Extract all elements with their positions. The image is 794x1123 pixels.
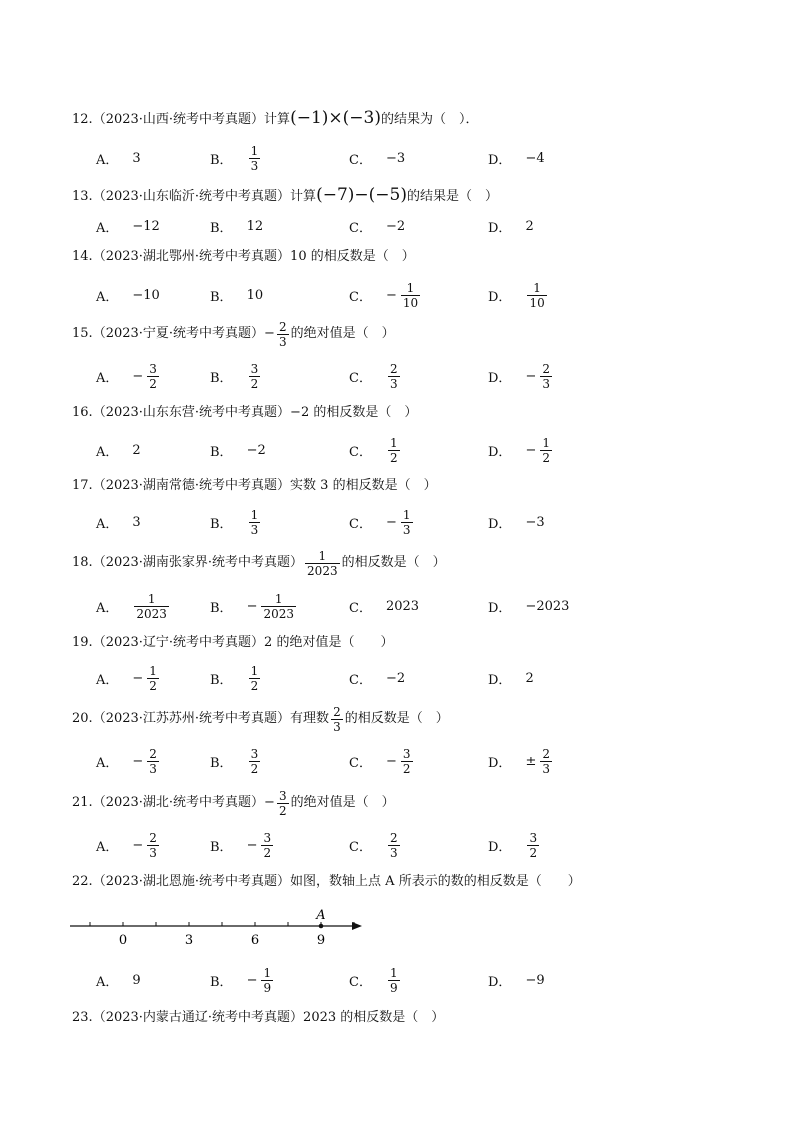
- option-sign: −: [132, 368, 144, 384]
- axis-tick-label: 3: [184, 933, 194, 948]
- fraction-denominator: 2023: [307, 563, 338, 578]
- question-number: 14.: [72, 249, 93, 264]
- option-letter: B．: [210, 516, 233, 532]
- question-16: [72, 403, 417, 423]
- option-sign: −: [525, 442, 537, 458]
- option-sign: −: [246, 972, 258, 988]
- fraction-denominator: 2: [402, 761, 411, 776]
- fraction-numerator: 1: [250, 143, 259, 158]
- option-value: 3: [132, 150, 141, 166]
- question-21: [72, 786, 395, 820]
- fraction-numerator: 1: [149, 663, 157, 678]
- option-value: 10: [246, 287, 264, 303]
- options-row: [96, 963, 736, 997]
- question-source: （2023·山东临沂·统考中考真题）: [92, 189, 291, 204]
- fraction-denominator: 3: [149, 845, 157, 860]
- fraction-denominator: 2: [250, 376, 259, 391]
- number-line-svg: [70, 906, 370, 952]
- question-number: 20.: [72, 711, 93, 726]
- question-13: [72, 185, 498, 207]
- options-row: [96, 278, 736, 312]
- question-15: [72, 317, 395, 351]
- option-d: [488, 661, 534, 695]
- option-b: [210, 433, 266, 467]
- option-value: −3: [385, 150, 406, 166]
- option-c: [349, 589, 419, 623]
- question-source: （2023·湖北鄂州·统考中考真题）: [92, 249, 291, 264]
- fraction-numerator: 3: [529, 830, 538, 845]
- question-source: （2023·内蒙古通辽·统考中考真题）: [92, 1010, 304, 1025]
- options-row: [96, 744, 736, 778]
- fraction: [540, 436, 552, 465]
- option-b: [210, 141, 262, 175]
- question-text: 2023 的相反数是（ ）: [303, 1010, 445, 1025]
- fraction-denominator: 3: [542, 761, 550, 776]
- option-value: −10: [132, 287, 160, 303]
- option-c: [349, 278, 422, 312]
- option-value: −9: [525, 972, 545, 988]
- fraction-denominator: 9: [389, 980, 398, 995]
- option-value: −2: [385, 218, 406, 234]
- option-c: [349, 209, 405, 243]
- option-d: [488, 828, 541, 862]
- option-letter: B．: [210, 289, 233, 305]
- option-b: [210, 963, 275, 997]
- fraction-numerator: 1: [402, 507, 411, 522]
- fraction-numerator: 2: [542, 361, 550, 376]
- fraction: [147, 831, 159, 860]
- options-row: [96, 359, 736, 393]
- question-18: [72, 546, 446, 580]
- option-value: −2: [385, 670, 406, 686]
- option-letter: A．: [96, 672, 119, 688]
- fraction: [305, 549, 340, 578]
- option-sign: −: [525, 368, 537, 384]
- question-source: （2023·辽宁·统考中考真题）: [92, 635, 265, 650]
- fraction-numerator: 1: [389, 435, 398, 450]
- fraction: [249, 664, 261, 693]
- option-letter: C．: [349, 672, 372, 688]
- question-23: [72, 1008, 444, 1028]
- fraction: [277, 320, 289, 349]
- option-letter: A．: [96, 839, 119, 855]
- fraction: [261, 966, 273, 995]
- option-d: [488, 589, 569, 623]
- question-text: 2 的绝对值是（ ）: [264, 635, 394, 650]
- option-value: 2: [525, 670, 534, 686]
- option-letter: C．: [349, 220, 372, 236]
- option-letter: C．: [349, 516, 372, 532]
- option-d: [488, 278, 549, 312]
- option-a: [96, 359, 161, 393]
- option-letter: C．: [349, 289, 372, 305]
- fraction: [261, 831, 273, 860]
- option-letter: B．: [210, 220, 233, 236]
- fraction-numerator: 3: [278, 788, 287, 803]
- question-text-end: 的相反数是（ ）: [341, 555, 446, 570]
- question-22: [72, 872, 581, 892]
- fraction-denominator: 2: [542, 450, 550, 465]
- question-text-end: 的相反数是（ ）: [344, 711, 449, 726]
- fraction: [277, 789, 289, 818]
- question-source: （2023·山西·统考中考真题）: [92, 112, 265, 127]
- fraction: [401, 747, 413, 776]
- fraction: [261, 592, 296, 621]
- question-12: [72, 108, 478, 130]
- fraction-numerator: 2: [278, 319, 287, 334]
- options-row: [96, 828, 736, 862]
- question-number: 16.: [72, 405, 93, 420]
- option-d: [488, 744, 554, 778]
- option-value: 9: [132, 972, 141, 988]
- option-d: [488, 141, 545, 175]
- fraction-numerator: 1: [274, 591, 283, 606]
- option-letter: A．: [96, 152, 119, 168]
- fraction: [527, 281, 546, 310]
- fraction-denominator: 3: [389, 376, 398, 391]
- option-a: [96, 589, 171, 623]
- question-text: 计算: [264, 112, 291, 127]
- options-row: [96, 505, 736, 539]
- option-c: [349, 963, 402, 997]
- question-source: （2023·江苏苏州·统考中考真题）: [92, 711, 291, 726]
- option-letter: A．: [96, 755, 119, 771]
- option-sign: −: [132, 753, 144, 769]
- question-14: [72, 247, 415, 267]
- option-a: [96, 278, 160, 312]
- fraction-numerator: 1: [318, 548, 327, 563]
- fraction-denominator: 2023: [136, 606, 167, 621]
- option-letter: C．: [349, 370, 372, 386]
- fraction-denominator: 3: [402, 522, 411, 537]
- fraction-numerator: 1: [263, 965, 272, 980]
- option-sign: ±: [525, 753, 537, 769]
- fraction: [249, 362, 261, 391]
- option-letter: A．: [96, 600, 119, 616]
- fraction-denominator: 10: [529, 295, 545, 310]
- question-number: 19.: [72, 635, 93, 650]
- option-sign: −: [385, 753, 397, 769]
- option-c: [349, 744, 415, 778]
- option-letter: A．: [96, 289, 119, 305]
- fraction: [147, 747, 159, 776]
- fraction: [388, 362, 400, 391]
- fraction: [147, 362, 159, 391]
- option-letter: D．: [488, 974, 512, 990]
- option-sign: −: [385, 287, 397, 303]
- question-number: 13.: [72, 189, 93, 204]
- fraction-denominator: 3: [149, 761, 157, 776]
- fraction: [401, 281, 420, 310]
- fraction: [540, 362, 552, 391]
- option-letter: D．: [488, 672, 512, 688]
- option-d: [488, 433, 554, 467]
- fraction-denominator: 3: [333, 719, 341, 734]
- option-value: 2: [525, 218, 534, 234]
- option-a: [96, 141, 141, 175]
- option-letter: D．: [488, 289, 512, 305]
- fraction-numerator: 1: [542, 435, 550, 450]
- fraction-denominator: 2023: [263, 606, 295, 621]
- fraction-denominator: 3: [250, 158, 259, 173]
- fraction-numerator: 2: [333, 704, 341, 719]
- option-b: [210, 661, 262, 695]
- option-c: [349, 141, 405, 175]
- fraction-denominator: 2: [149, 376, 157, 391]
- option-letter: D．: [488, 152, 512, 168]
- option-value: −12: [132, 218, 160, 234]
- fraction-numerator: 3: [250, 361, 259, 376]
- option-letter: D．: [488, 444, 512, 460]
- option-letter: B．: [210, 839, 233, 855]
- option-sign: −: [132, 670, 144, 686]
- fraction: [540, 747, 552, 776]
- fraction-denominator: 2: [278, 803, 287, 818]
- option-c: [349, 661, 405, 695]
- axis-tick-label: 9: [316, 933, 326, 948]
- fraction-numerator: 1: [147, 591, 156, 606]
- option-d: [488, 359, 554, 393]
- fraction-denominator: 2: [250, 761, 259, 776]
- question-text: −: [264, 795, 275, 810]
- question-source: （2023·湖北恩施·统考中考真题）: [92, 874, 291, 889]
- fraction-denominator: 10: [402, 295, 419, 310]
- question-text: 实数 3 的相反数是（ ）: [290, 478, 437, 493]
- fraction-numerator: 1: [250, 507, 259, 522]
- axis-tick-label: 0: [118, 933, 128, 948]
- options-row: [96, 209, 736, 243]
- option-a: [96, 505, 141, 539]
- fraction-denominator: 2: [529, 845, 538, 860]
- fraction: [527, 831, 539, 860]
- fraction-numerator: 1: [389, 965, 398, 980]
- option-d: [488, 209, 534, 243]
- fraction-numerator: 2: [389, 361, 398, 376]
- fraction-numerator: 2: [542, 746, 550, 761]
- question-number: 23.: [72, 1010, 93, 1025]
- option-b: [210, 589, 298, 623]
- option-b: [210, 278, 263, 312]
- question-text-end: 的绝对值是（ ）: [290, 326, 395, 341]
- fraction: [134, 592, 169, 621]
- options-row: [96, 661, 736, 695]
- fraction: [388, 436, 400, 465]
- question-number: 18.: [72, 555, 93, 570]
- option-a: [96, 828, 161, 862]
- question-text: 10 的相反数是（ ）: [290, 249, 415, 264]
- question-source: （2023·湖南张家界·统考中考真题）: [92, 555, 304, 570]
- option-letter: D．: [488, 600, 512, 616]
- option-letter: B．: [210, 152, 233, 168]
- option-a: [96, 661, 161, 695]
- option-sign: −: [385, 514, 397, 530]
- option-c: [349, 433, 402, 467]
- option-letter: A．: [96, 974, 119, 990]
- question-expression: (−1)×(−3): [290, 108, 381, 128]
- option-letter: D．: [488, 755, 512, 771]
- question-text: 如图，数轴上点 A 所表示的数的相反数是（ ）: [290, 874, 581, 889]
- option-letter: A．: [96, 444, 119, 460]
- question-text: 计算: [290, 189, 317, 204]
- question-text-end: 的结果为（ ）．: [380, 112, 479, 127]
- option-letter: A．: [96, 370, 119, 386]
- question-20: [72, 702, 449, 736]
- option-b: [210, 359, 262, 393]
- question-text-end: 的结果是（ ）: [406, 189, 498, 204]
- point-a-label: A: [316, 908, 326, 923]
- option-letter: D．: [488, 839, 512, 855]
- fraction-numerator: 1: [406, 280, 415, 295]
- fraction-numerator: 3: [149, 361, 157, 376]
- fraction-numerator: 3: [250, 746, 259, 761]
- option-letter: B．: [210, 370, 233, 386]
- option-value: 3: [132, 514, 141, 530]
- fraction-numerator: 3: [263, 830, 272, 845]
- fraction-numerator: 2: [149, 830, 157, 845]
- option-letter: C．: [349, 152, 372, 168]
- fraction: [388, 831, 400, 860]
- option-letter: A．: [96, 220, 119, 236]
- fraction-numerator: 1: [250, 663, 259, 678]
- point-a-dot: [319, 924, 324, 929]
- fraction: [331, 705, 343, 734]
- option-letter: C．: [349, 444, 372, 460]
- number-line-figure: [70, 906, 370, 956]
- option-letter: B．: [210, 600, 233, 616]
- option-value: 2: [132, 442, 141, 458]
- fraction-denominator: 2: [149, 678, 157, 693]
- option-b: [210, 828, 275, 862]
- fraction-numerator: 1: [533, 280, 541, 295]
- option-letter: C．: [349, 839, 372, 855]
- option-c: [349, 828, 402, 862]
- question-source: （2023·湖北·统考中考真题）: [92, 795, 265, 810]
- option-letter: C．: [349, 600, 372, 616]
- question-number: 17.: [72, 478, 93, 493]
- fraction-denominator: 2: [263, 845, 272, 860]
- question-number: 21.: [72, 795, 93, 810]
- option-letter: B．: [210, 444, 233, 460]
- fraction-denominator: 2: [250, 678, 259, 693]
- fraction-denominator: 3: [542, 376, 550, 391]
- fraction-numerator: 3: [402, 746, 411, 761]
- fraction: [249, 508, 261, 537]
- option-value: 12: [246, 218, 264, 234]
- option-letter: D．: [488, 220, 512, 236]
- fraction: [249, 747, 261, 776]
- fraction-denominator: 9: [263, 980, 272, 995]
- option-letter: D．: [488, 516, 512, 532]
- question-text-end: 的绝对值是（ ）: [290, 795, 395, 810]
- option-a: [96, 209, 160, 243]
- fraction: [147, 664, 159, 693]
- question-19: [72, 633, 393, 653]
- question-source: （2023·山东东营·统考中考真题）: [92, 405, 291, 420]
- question-text: 有理数: [290, 711, 330, 726]
- fraction-denominator: 3: [250, 522, 259, 537]
- option-letter: B．: [210, 755, 233, 771]
- option-letter: C．: [349, 755, 372, 771]
- option-letter: C．: [349, 974, 372, 990]
- question-number: 22.: [72, 874, 93, 889]
- option-a: [96, 963, 141, 997]
- fraction-numerator: 2: [149, 746, 157, 761]
- option-letter: A．: [96, 516, 119, 532]
- question-text: −: [264, 326, 275, 341]
- fraction-denominator: 2: [389, 450, 398, 465]
- question-source: （2023·湖南常德·统考中考真题）: [92, 478, 291, 493]
- option-a: [96, 433, 141, 467]
- option-c: [349, 505, 415, 539]
- question-text: −2 的相反数是（ ）: [290, 405, 418, 420]
- option-value: 2023: [385, 598, 420, 614]
- fraction: [401, 508, 413, 537]
- option-a: [96, 744, 161, 778]
- question-number: 12.: [72, 112, 93, 127]
- option-b: [210, 209, 263, 243]
- options-row: [96, 433, 736, 467]
- option-letter: B．: [210, 974, 233, 990]
- fraction: [249, 144, 261, 173]
- option-letter: D．: [488, 370, 512, 386]
- fraction-denominator: 3: [278, 334, 287, 349]
- option-sign: −: [246, 837, 258, 853]
- option-value: −2: [246, 442, 266, 458]
- option-d: [488, 505, 545, 539]
- option-value: −3: [525, 514, 545, 530]
- axis-tick-label: 6: [250, 933, 260, 948]
- option-b: [210, 505, 262, 539]
- option-sign: −: [132, 837, 144, 853]
- fraction: [388, 966, 400, 995]
- option-b: [210, 744, 262, 778]
- options-row: [96, 141, 736, 175]
- fraction-numerator: 2: [389, 830, 398, 845]
- option-d: [488, 963, 545, 997]
- option-value: −4: [525, 150, 545, 166]
- question-number: 15.: [72, 326, 93, 341]
- option-value: −2023: [525, 598, 570, 614]
- option-sign: −: [246, 598, 258, 614]
- question-source: （2023·宁夏·统考中考真题）: [92, 326, 265, 341]
- option-c: [349, 359, 402, 393]
- question-17: [72, 476, 437, 496]
- fraction-denominator: 3: [389, 845, 398, 860]
- option-letter: B．: [210, 672, 233, 688]
- options-row: [96, 589, 736, 623]
- question-expression: (−7)−(−5): [316, 185, 407, 205]
